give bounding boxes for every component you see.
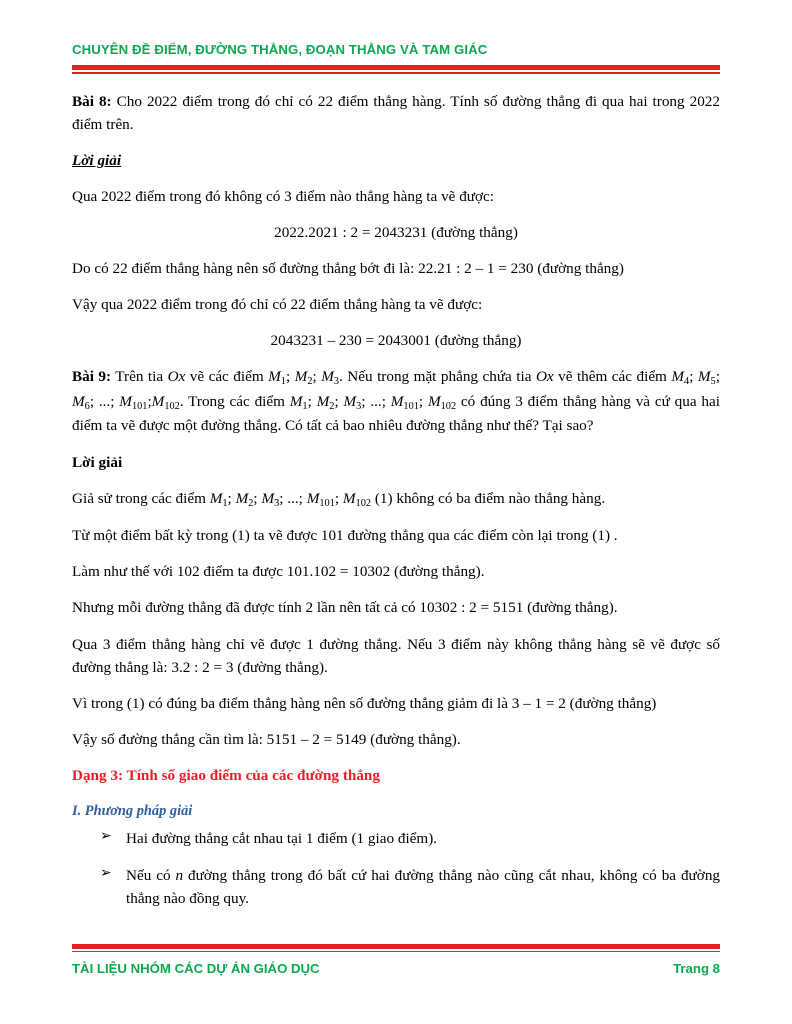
bai9-solution-line-4: Nhưng mỗi đường thẳng đã được tính 2 lần nên tất cả có 10302 : 2 = 5151 (đường thẳng). <box>72 599 618 617</box>
math-m3-c: $M_3$ <box>261 489 280 509</box>
math-m1: $M_1$ <box>268 368 286 388</box>
bai9-text-3: . Nếu trong mặt phẳng chứa tia <box>339 368 536 386</box>
footer-rule-thick <box>72 944 720 949</box>
math-n: n <box>175 867 184 884</box>
math-m2-c: $M_2$ <box>235 489 254 509</box>
bai8-line-1: Qua 2022 điểm trong đó không có 3 điểm nào thẳng hàng ta vẽ được: <box>72 187 495 205</box>
bai8-equation-2: 2043231 – 230 = 2043001 (đường thẳng) <box>270 332 522 350</box>
bai9-solution-line-5: Qua 3 điểm thẳng hàng chỉ vẽ được 1 đường thẳng. Nếu 3 điểm này không thẳng hàng sẽ vẽ được số đường thẳng là: 3.2 : 2 = 3 (đường thẳng). <box>72 635 720 676</box>
bullet-text-2-prefix: Nếu có <box>126 867 176 884</box>
bai9-label: Bài 9: <box>72 368 112 386</box>
bullet-text-1: Hai đường thẳng cắt nhau tại 1 điểm (1 giao điểm). <box>126 829 438 847</box>
footer-rule-thin <box>72 951 720 953</box>
bai8-statement <box>72 90 720 136</box>
footer-row <box>72 961 720 976</box>
bai9-text-6: có đúng 3 điểm thẳng hàng và cứ qua hai điểm ta vẽ được một đường thẳng. Có tất cả bao nhiêu đường thẳng như thế? Tại sao? <box>72 392 720 435</box>
math-m4: $M_4$ <box>671 368 690 388</box>
bullet-text-2-suffix: đường thẳng trong đó bất cứ hai đường thẳng nào cũng cắt nhau, không có ba đường thẳng nào đồng quy. <box>126 867 721 908</box>
math-m6: $M_6$ <box>72 392 90 412</box>
document-content <box>72 74 720 911</box>
header-title: CHUYÊN ĐỀ ĐIỂM, ĐƯỜNG THẲNG, ĐOẠN THẲNG VÀ TAM GIÁC <box>72 42 488 57</box>
bai9-solution-heading <box>72 451 720 474</box>
bai9-sol1-suffix: (1) không có ba điểm nào thẳng hàng. <box>371 489 606 507</box>
bai9-solution-line-3: Làm như thế với 102 điểm ta được 101.102 = 10302 (đường thẳng). <box>72 563 485 581</box>
math-m1-b: $M_1$ <box>289 392 308 412</box>
math-ox-2: Ox <box>535 368 554 386</box>
math-m3: $M_3$ <box>321 368 340 388</box>
math-ox-1: Ox <box>167 368 186 386</box>
page-footer <box>72 944 720 977</box>
bai9-solution-line-7: Vậy số đường thẳng cần tìm là: 5151 – 2 = 5149 (đường thẳng). <box>72 730 461 748</box>
list-item <box>100 864 720 910</box>
solution-label-2: Lời giải <box>72 453 123 471</box>
math-m3-b: $M_3$ <box>343 392 362 412</box>
math-m2-b: $M_2$ <box>316 392 335 412</box>
bai8-statement-text: Cho 2022 điểm trong đó chỉ có 22 điểm thẳng hàng. Tính số đường thẳng đi qua hai trong 2022 điểm trên. <box>72 92 720 133</box>
bai9-text-1: Trên tia <box>111 368 168 386</box>
math-m102-b: $M_{102}$ <box>427 392 457 412</box>
page-number: Trang 8 <box>673 961 720 976</box>
dang3-heading: Dạng 3: Tính số giao điểm của các đường thẳng <box>72 766 380 784</box>
bai9-solution-line-1: Giả sử trong các điểm $M_1$; $M_2$; $M_3$; ...; $M_{101}$; $M_{102}$ (1) không có ba điểm nào thẳng hàng. <box>72 489 606 509</box>
bai8-solution-heading <box>72 149 720 172</box>
bai9-text-2: vẽ các điểm <box>185 368 269 386</box>
math-m102: $M_{102}$ <box>151 392 180 412</box>
math-m102-c: $M_{102}$ <box>342 489 372 509</box>
bai9-solution-line-6: Vì trong (1) có đúng ba điểm thẳng hàng nên số đường thẳng giảm đi là 3 – 1 = 2 (đường thẳng) <box>72 694 657 712</box>
math-m5: $M_5$ <box>697 368 716 388</box>
bai9-text-5: . Trong các điểm <box>179 392 290 410</box>
arrow-bullet-icon: ➢ <box>100 828 112 844</box>
page-header <box>72 0 720 74</box>
method-heading: I. Phương pháp giải <box>72 803 193 820</box>
solution-label: Lời giải <box>72 151 122 169</box>
bai9-sol1-prefix: Giả sử trong các điểm <box>72 489 210 507</box>
bai9-solution-line-2: Từ một điểm bất kỳ trong (1) ta vẽ được 101 đường thẳng qua các điểm còn lại trong (1) . <box>72 527 618 545</box>
method-bullet-list <box>72 827 720 910</box>
list-item <box>100 827 720 850</box>
arrow-bullet-icon: ➢ <box>100 866 112 881</box>
math-m101-b: $M_{101}$ <box>390 392 419 412</box>
header-rule-thick <box>72 65 720 70</box>
bai9-statement: Bài 9: Trên tia Ox vẽ các điểm $M_1$; $M_2$; $M_3$. Nếu trong mặt phẳng chứa tia Ox vẽ thêm các điểm $M_4$; $M_5$; $M_6$; ...; $M_{101};M_{102}$. Trong các điểm $M_1$; $M_2$; $M_3$; ...; $M_{101}$; $M_{102}$ có đúng 3 điểm thẳng hàng và cứ qua hai điểm ta vẽ được một đường thẳng. Có tất cả bao nhiêu đường thẳng như thế? Tại sao? <box>72 368 720 435</box>
bai8-line-3: Vậy qua 2022 điểm trong đó chỉ có 22 điểm thẳng hàng ta vẽ được: <box>72 296 483 314</box>
math-m101-c: $M_{101}$ <box>306 489 335 509</box>
math-m1-c: $M_1$ <box>209 489 228 509</box>
bai8-line-2: Do có 22 điểm thẳng hàng nên số đường thẳng bớt đi là: 22.21 : 2 – 1 = 230 (đường thẳng) <box>72 259 624 277</box>
bai8-equation-1: 2022.2021 : 2 = 2043231 (đường thẳng) <box>274 223 518 241</box>
footer-organization: TÀI LIỆU NHÓM CÁC DỰ ÁN GIÁO DỤC <box>72 961 320 976</box>
bai8-label: Bài 8: <box>72 92 112 110</box>
math-m2: $M_2$ <box>294 368 313 388</box>
bai9-text-4: vẽ thêm các điểm <box>553 368 672 386</box>
math-m101: $M_{101}$ <box>119 392 148 412</box>
